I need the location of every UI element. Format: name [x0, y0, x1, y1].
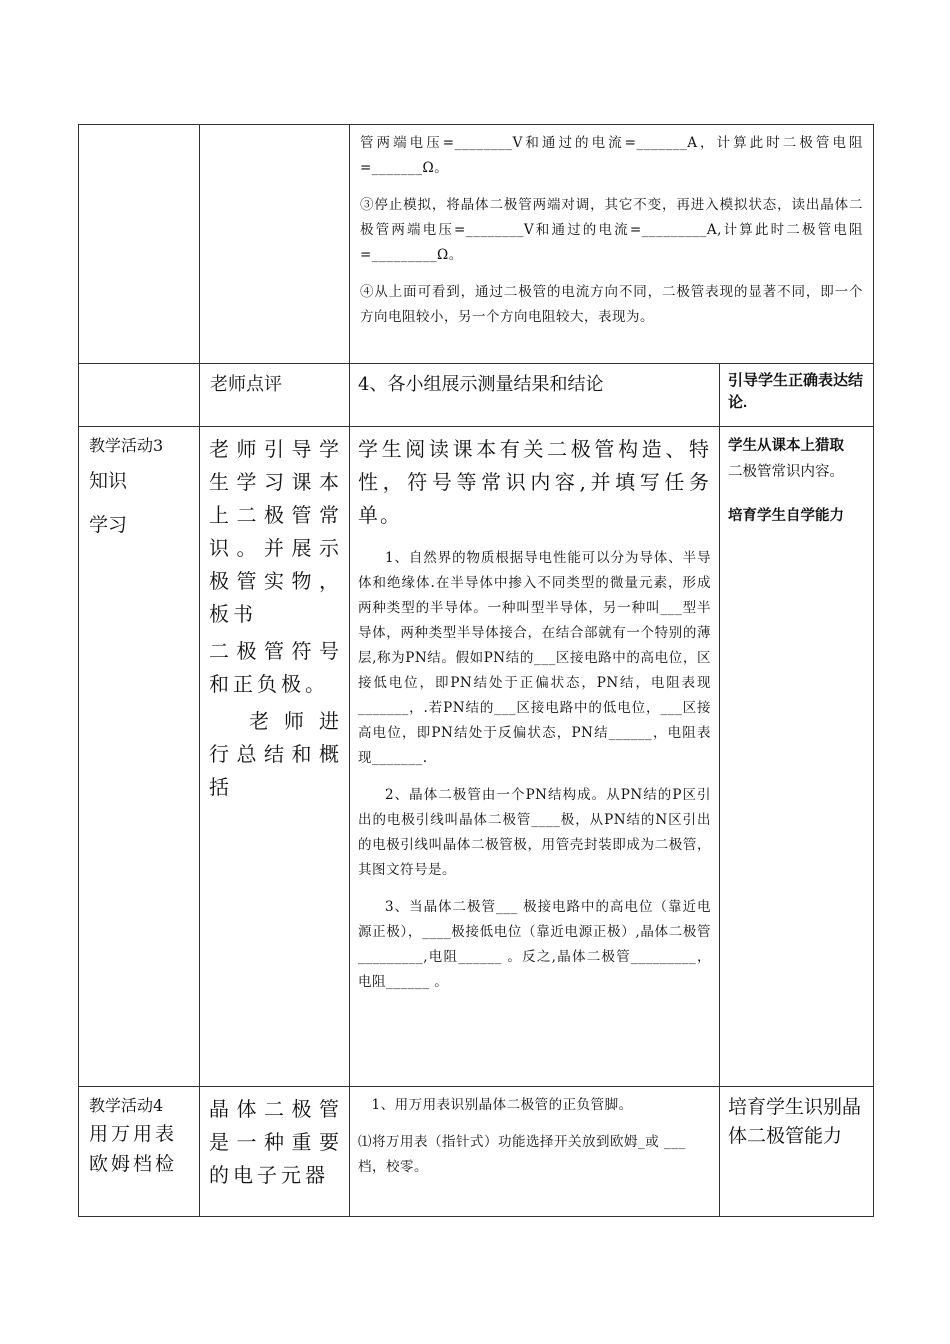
task-item: 1、用万用表识别晶体二极管的正负管脚。 [371, 1097, 633, 1113]
teacher-intro-text: 晶体二极管是一种重要的电子元器 [209, 1097, 343, 1187]
teacher-cell [200, 1087, 350, 1217]
group-present-text: 4、各小组展示测量结果和结论 [358, 374, 604, 395]
teacher-cell [200, 427, 350, 1087]
swap-paragraph: ③停止模拟，将晶体二极管两端对调，其它不变，再进入模拟状态，读出晶体二极管两端电压=________V和通过的电流=_________A,计算此时二极管电阻=_________Ω。 [360, 197, 864, 263]
intent-text: 二极管常识内容。 [728, 464, 844, 480]
measure-paragraph: 管两端电压=________V和通过的电流=_______A，计算此时二极管电阻=_______Ω。 [360, 135, 864, 176]
teacher-summary-text: 老师进行总结和概括 [209, 709, 343, 799]
activity-cell [79, 427, 200, 1087]
table-row [79, 427, 874, 1087]
activity-topic: 学习 [89, 514, 128, 536]
activity-label: 教学活动3 [89, 436, 164, 455]
teacher-guide-text: 老师引导学生学习课本上二极管常识。并展示极管实物，板书 [209, 437, 343, 626]
student-cell [350, 364, 720, 427]
intent-cell [720, 364, 874, 427]
intent-cell [720, 427, 874, 1087]
guide-intent-text: 引导学生正确表达结论. [728, 372, 864, 411]
teacher-review-text: 老师点评 [210, 374, 282, 395]
student-cell [350, 1087, 720, 1217]
student-cell [350, 125, 874, 364]
intent-text: 培育学生识别晶体二极管能力 [728, 1096, 862, 1147]
student-reading-text: 学生阅读课本有关二极管构造、特性，符号等常识内容,并填写任务单。 [358, 437, 711, 527]
intent-text: 学生从课本上猎取 [728, 438, 844, 454]
task-item: 3、当晶体二极管___ 极接电路中的高电位（靠近电源正极），____极接低电位（靠近电源正极）,晶体二极管_________,电阻______ 。反之,晶体二极管_________，电阻______ 。 [358, 899, 711, 990]
conclusion-paragraph: ④从上面可看到，通过二极管的电流方向不同，二极管表现的显著不同，即一个方向电阻较小，另一个方向电阻较大，表现为。 [360, 284, 864, 325]
teacher-cell [200, 125, 350, 364]
table-row [79, 125, 874, 364]
task-item: 2、晶体二极管由一个PN结构成。从PN结的P区引出的电极引线叫晶体二极管____极，从PN结的N区引出的电极引线叫晶体二极管极，用管壳封装即成为二极管，其图文符号是。 [358, 787, 711, 878]
activity-topic: 用万用表欧姆档检 [89, 1123, 178, 1175]
activity-label: 教学活动4 [89, 1096, 164, 1115]
teacher-symbol-text: 二极管符号和正负极。 [209, 639, 343, 696]
table-row [79, 364, 874, 427]
activity-cell [79, 1087, 200, 1217]
table-row [79, 1087, 874, 1217]
lesson-plan-table [78, 124, 874, 1217]
student-cell [350, 427, 720, 1087]
activity-topic: 知识 [89, 470, 128, 492]
activity-cell [79, 364, 200, 427]
teacher-cell [200, 364, 350, 427]
intent-text: 培育学生自学能力 [728, 508, 844, 524]
task-item: ⑴将万用表（指针式）功能选择开关放到欧姆_或 ___档，校零。 [358, 1134, 686, 1175]
intent-cell [720, 1087, 874, 1217]
task-item: 1、自然界的物质根据导电性能可以分为导体、半导体和绝缘体.在半导体中掺入不同类型的微量元素，形成两种类型的半导体。一种叫型半导体，另一种叫___型半导体，两种类型半导体接合，在结合部就有一个特别的薄层,称为PN结。假如PN结的___区接电路中的高电位，区接低电位，即PN结处于正偏状态，PN结，电阻表现_______，.若PN结的___区接电路中的低电位，___区接高电位，即PN结处于反偏状态，PN结______，电阻表现_______. [358, 550, 711, 766]
activity-cell [79, 125, 200, 364]
